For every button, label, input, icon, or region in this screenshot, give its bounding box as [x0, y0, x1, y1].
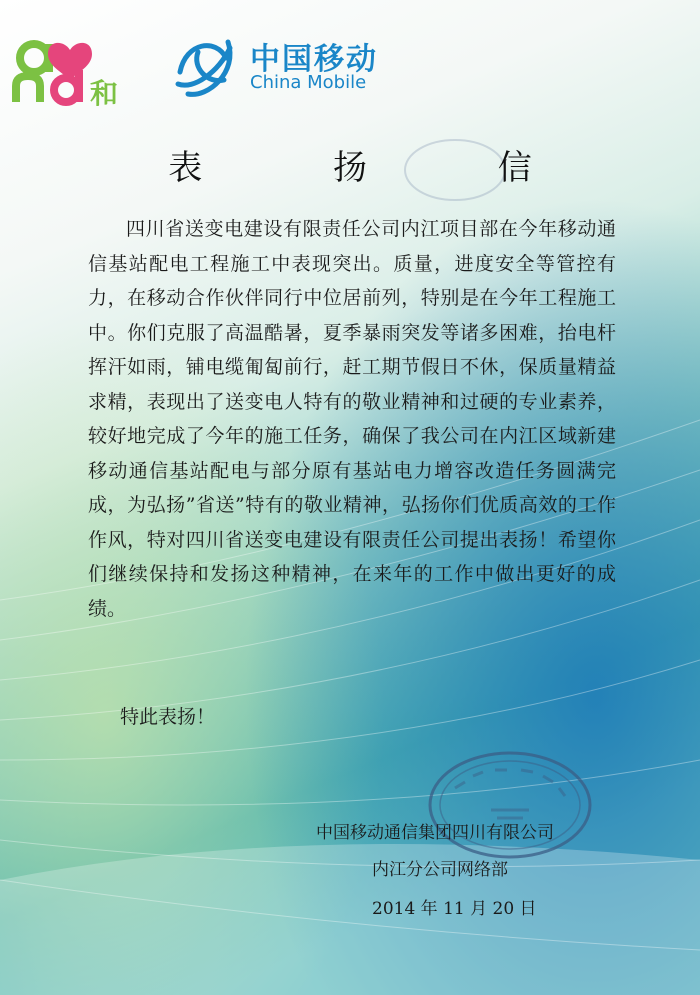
letter-title: 表 扬 信	[168, 148, 592, 188]
and-he-logo	[12, 28, 142, 108]
signature-organization: 中国移动通信集团四川有限公司	[316, 823, 554, 843]
signature-date: 2014 年 11 月 20 日	[372, 899, 537, 919]
signature-department: 内江分公司网络部	[372, 860, 508, 880]
china-mobile-cn-name: 中国移动	[250, 42, 378, 77]
letter-body	[88, 212, 616, 626]
official-seal	[425, 748, 595, 863]
china-mobile-en-name: China Mobile	[250, 72, 367, 93]
closing-line: 特此表扬！	[120, 706, 216, 728]
body-paragraph: 四川省送变电建设有限责任公司内江项目部在今年移动通信基站配电工程施工中表现突出。质量，进度安全等管控有力，在移动合作伙伴同行中位居前列，特别是在今年工程施工中。你们克服了高温酷暑，夏季暴雨突发等诸多困难，抬电杆挥汗如雨，铺电缆匍匐前行，赶工期节假日不休，保质量精益求精，表现出了送变电人特有的敬业精神和过硬的专业素养，较好地完成了今年的施工任务，确保了我公司在内江区域新建移动通信基站配电与部分原有基站电力增容改造任务圆满完成，为弘扬”省送”特有的敬业精神，弘扬你们优质高效的工作作风，特对四川省送变电建设有限责任公司提出表扬！希望你们继续保持和发扬这种精神，在来年的工作中做出更好的成绩。	[88, 218, 616, 620]
svg-text:和: 和	[90, 77, 119, 108]
